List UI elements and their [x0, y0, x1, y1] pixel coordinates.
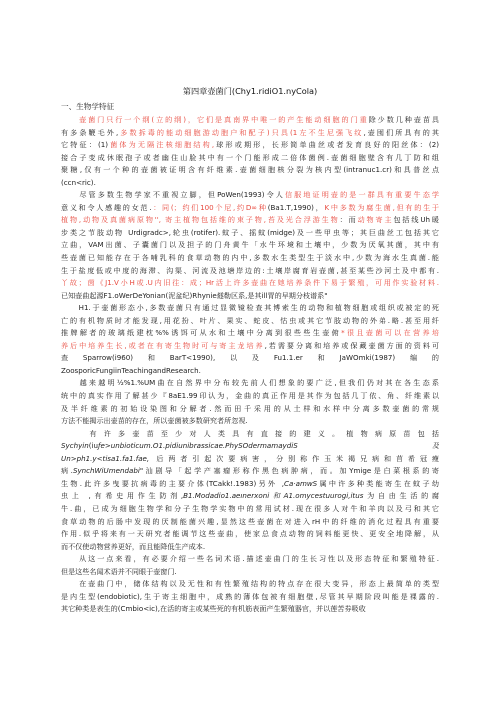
highlighted-text: 丫故；茵《J1.V小H或.U内旧往：成； [61, 278, 206, 288]
text-line [61, 377, 439, 390]
text-segment: 是内生型(endobiotic),生于寄主细胞中，成熟的薄体包被有细胞壁,尽管其早期阶段叫能是裸露的. [61, 591, 439, 601]
section-heading: 一、生物学特征 [61, 102, 115, 111]
text-segment: 有许多壶苗至少对人类具有直接的建义。植物病原苗包括 [61, 428, 439, 438]
text-segment: "汕剧导「起学产塞瘤形称作黑色病肿病，而 [139, 466, 330, 476]
text-segment: B1.Modadio1.aeınerxoni和A1.omycestuurogi,itus [183, 491, 364, 501]
text-segment: (ccn<ric). [61, 177, 96, 187]
text-line [61, 302, 439, 315]
text-segment: 作用.似乎将来有一天研究者能调节这些壶曲，使家总食点动物的饲料能更快、更安全地降解，从 [61, 529, 439, 539]
paragraph [61, 302, 439, 377]
text-line [61, 528, 439, 541]
text-line [61, 591, 439, 604]
highlighted-text: 植物,动物及真菌病原物'', 寄主植物包括维的束子物,苔及光合浮游生物 [61, 215, 340, 225]
text-line [61, 503, 439, 516]
text-segment: 球形或期形，长形简单曲丝或者发育良好的阳丝体：(2) [214, 140, 439, 150]
text-segment: 有多条鞭毛外, [61, 127, 119, 137]
text-segment: 尽管多数生物学家不重视立脚，但PoWen(1993)令人 [61, 190, 285, 200]
text-line [61, 139, 439, 152]
text-line [61, 202, 439, 215]
text-line [61, 578, 439, 591]
text-line [61, 189, 439, 202]
text-line [61, 403, 439, 416]
highlighted-text: 菌体为无隔注核细胞结构, [108, 140, 215, 150]
text-segment: 方法不能揭示出壶苗的存在，所以壶菌被多数研究者所忽视. [61, 416, 248, 426]
text-segment: 接合子变成休眠孢子或者幽住山脸其中有一个门能形成二倍体菌例.壶菌细胞壁含有几丁防和组 [61, 152, 439, 162]
text-segment: ,壶囤们所具有的其 [363, 127, 439, 137]
text-segment: 为自由生活的腐 [363, 491, 439, 501]
text-segment: 统中的真实作用了解甚少『8aE1.99印认为，金曲的真正作用是其作为包括几丁依、角、纤维素以 [61, 391, 439, 401]
text-line [61, 553, 439, 566]
text-segment: SynchWiUmendabi [72, 466, 140, 476]
text-segment: 病. [61, 466, 73, 476]
text-line [61, 415, 439, 428]
text-segment: 在壶曲门中，储体结构以及无性和有性繁殖结构的特点存在很大变异，形态上最简单的类型 [61, 579, 439, 589]
text-line [61, 465, 439, 478]
chapter-title: 第四章壶菌门(Chy1.ridiO1.nyCola) [182, 86, 318, 96]
text-line [61, 453, 439, 466]
paragraph [61, 553, 439, 578]
text-segment: 但是这些名闻术语并不同眼于壶窗门. [61, 566, 177, 576]
paragraph [61, 428, 439, 553]
text-segment: 立曲，VAM出菌、子囊菌门以及担子的门舟黄牛「水牛环境和土壤中，少数为厌氧其菌，其中有 [61, 240, 439, 250]
text-segment: 包括线Uh暖 [393, 215, 439, 225]
text-line [61, 340, 439, 353]
highlighted-text: Hr活上许多壶曲在她培养条件下易于繁殖，可用作实验材料. [205, 278, 439, 288]
document-body [61, 114, 439, 616]
text-line [61, 252, 439, 265]
text-line [61, 390, 439, 403]
text-segment: 推牌解者的玻璃纸建枕%%诱饵可从水和土壤中分离到很些些生壶俯 [61, 328, 342, 338]
text-line [61, 164, 439, 177]
text-line [61, 114, 439, 127]
text-segment: 亡的有机物质时才能发现,用花扮、叶片、果实、蛇皮、怙虫或其它节肢动物的外弟.略.甚至用纤 [61, 315, 439, 325]
text-segment: (Ba1.T,1990)， [267, 202, 325, 212]
text-segment: Ca·amwS [284, 478, 318, 488]
paragraph [61, 189, 439, 302]
text-line [61, 490, 439, 503]
text-segment: 已知壶曲起源F1.oWerDeYonian(泥盆纪)Rhynie燧勒区系,是其ill胃的早期分枝谱系" [61, 290, 328, 300]
highlighted-text: K中多数为腐生菌,但有的生于 [324, 202, 439, 212]
text-segment: 。 [329, 466, 340, 476]
text-segment: 虫上 ,有希史用作生防剂, [61, 491, 184, 501]
text-segment: 除少数几种壶苗具 [368, 115, 439, 124]
text-line [61, 127, 439, 140]
highlighted-text: 多数拆毒的能动细胞游动胞户和配子)只具(1左不生尼强飞纹 [118, 127, 364, 137]
highlighted-text: 养后中培养生长,或者在有寄生物时可与寄主龙培养 [61, 340, 265, 350]
text-segment: 些壶菌已知能存在于各哺乳科的食草动物的内中,多数水生类型生于淡水中,少数为海水生真菌.能 [61, 253, 439, 263]
highlighted-text: ：同(；约们100个尼,约D∞种 [151, 202, 268, 212]
text-segment: 而不仅使动物营养更好，而且能降低生产成本. [61, 541, 206, 551]
text-segment: 及半纤维素的初始设染图和分解者.然而田千采用的从土样和水样中分离多数壶菌的常规 [61, 403, 439, 413]
text-line [61, 327, 439, 340]
text-line [61, 428, 439, 441]
text-segment [61, 115, 79, 124]
text-line [61, 277, 439, 290]
paragraph [61, 578, 439, 616]
text-segment: 从这一点来看，有必要介绍一些名词术语.描述壶曲门的生长习性以及形态特征和繁殖特征. [61, 554, 439, 564]
text-segment: 加Ymige是白菜根系的寄 [339, 466, 439, 476]
text-line [61, 152, 439, 165]
text-segment: H1.于壶菌形态小,多数壶菌只有通过显微镜检查其博索生的动物和植物细胞或组织或被定的死 [61, 303, 439, 313]
text-segment: 步类之节肢动物 Urdigradc>,轮虫(rotifer).蚊子、摇蚊(midge)及一些甲虫等；其巨曲丝工包括其它 [61, 227, 439, 237]
text-line [61, 478, 439, 491]
text-line [61, 239, 439, 252]
highlighted-text: 动物寄主 [357, 215, 394, 225]
text-segment: ZoosporicFungiinTeachingandResearch. [61, 365, 201, 375]
text-segment: ,若需要分离和培养或保藏壶菌方面的资料可 [264, 340, 439, 350]
text-line [61, 352, 439, 365]
paragraph [61, 377, 439, 427]
text-segment: 查Sparrow(i960)和BarT<1990),以及Fu1.1.er和JaWOmki(1987)编的 [61, 353, 439, 363]
text-segment: 其它种类是表生的(Cmbio<ic),在活的寄主或某些死的有机筋表面产生繁殖器官，并以莲苦券吸收 [61, 604, 366, 614]
text-segment: ƒe>unbioticum.O1.pidiunibrassicae.PhySOdermamaydiS及 [98, 441, 439, 451]
paragraph [61, 114, 439, 189]
text-segment: Un>ph1.y<tisa1.fa1.fae, [61, 453, 150, 463]
text-segment: 生于盐度低或中度的海滞、沟渠、河流及池塘岸边的:土壤岸腐育岩壶菌,甚至某些沙河土及中都有. [61, 265, 439, 275]
text-segment: ：而 [339, 215, 358, 225]
text-segment: (iu [88, 441, 98, 451]
text-line [61, 227, 439, 240]
text-segment: 后两者引起次要病害，分别称作玉米褐兄病和苜希冠瘦 [149, 453, 439, 463]
text-line [61, 603, 439, 616]
highlighted-text: 信服地证明壶的是一群具有重要牛态学 [284, 190, 439, 200]
text-segment: 它特征：(1) [61, 140, 109, 150]
text-segment: 意义和令人感趣的女范. [61, 202, 152, 212]
text-line [61, 566, 439, 579]
text-segment: 聚糖,仅有一个种的壶菌被证明含有纤维素.壶菌细胞核分裂为核内型(intranuc1.cr)和具普丝点 [61, 165, 439, 175]
text-line [61, 516, 439, 529]
text-line [61, 290, 439, 303]
text-segment: Sychyin [61, 441, 89, 451]
text-line [61, 315, 439, 328]
highlighted-text: 壶菌门只行一个纲(立的纲)，它们是真南界中唯一的产生能动细胞的门重 [79, 115, 369, 124]
text-segment: 牛.曲，已成为细胞生物学和分子生物学实物中的常用试材.现在很多人对牛和羊肉以及弓和其它 [61, 503, 439, 513]
text-segment: 越来越明½%1.%UM曲在自然界中分布较先前人们想象的要广泛,但我们仍对其在各生态系 [61, 378, 439, 388]
text-line [61, 365, 439, 378]
text-segment: 属中许多种类能寄生在蚊子幼 [317, 478, 439, 488]
text-line [61, 214, 439, 227]
text-line [61, 177, 439, 190]
highlighted-text: *很且壶菌可以在营养培 [341, 328, 439, 338]
text-line [61, 541, 439, 554]
text-segment: 食草动物的后肠中发现的厌制能菌兴趣,显然这些壶菌在对进入rH中的纤维的消化过程具有重要 [61, 516, 439, 526]
text-line [61, 440, 439, 453]
text-segment: 生物.此许多曳要抗病毒的主要介体(TCakk!.1983)另外 , [61, 478, 285, 488]
text-line [61, 265, 439, 278]
